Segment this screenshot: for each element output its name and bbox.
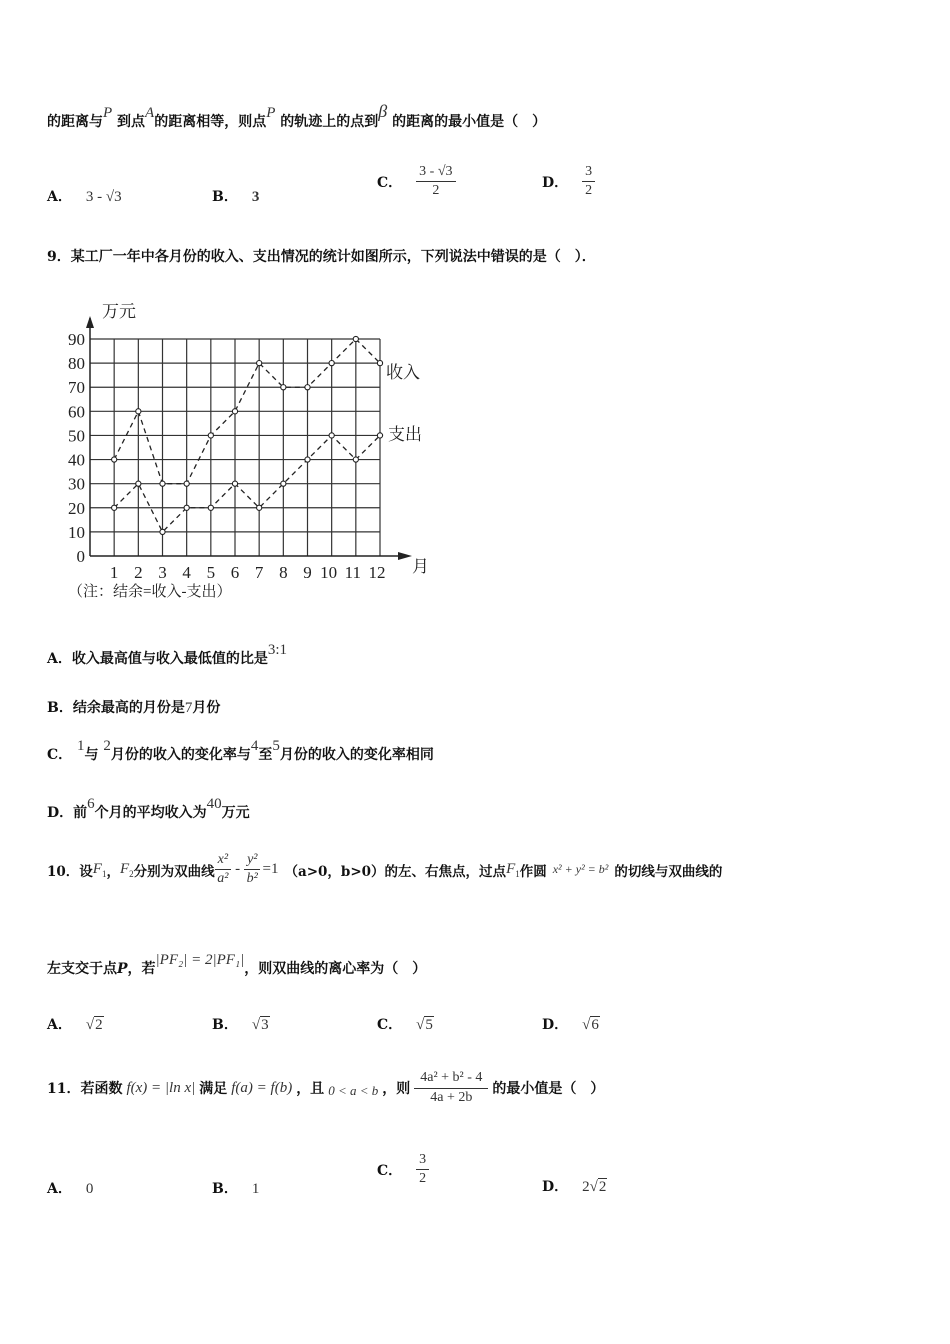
option-math: 4 <box>250 738 259 754</box>
q10-text: 作圆 <box>519 863 547 880</box>
q10-option-b[interactable] <box>212 1014 270 1034</box>
data-point <box>305 385 310 390</box>
fraction <box>244 852 260 887</box>
radicand: 6 <box>591 1017 599 1033</box>
x-tick-label: 8 <box>279 563 288 582</box>
q11-equation: f(a) = f(b) <box>231 1079 293 1096</box>
option-label: D． <box>47 805 74 821</box>
option-label: B． <box>47 700 73 716</box>
radicand: 2 <box>95 1017 103 1033</box>
option-label: C． <box>47 747 73 763</box>
q10-text: 10．设 <box>47 863 93 880</box>
data-point <box>353 457 358 462</box>
sqrt: √5 <box>416 1017 433 1033</box>
y-tick-label: 30 <box>68 474 85 494</box>
fraction <box>416 1152 429 1187</box>
subscript: 1 <box>101 868 107 879</box>
chart-note: （注：结余=收入-支出） <box>68 584 232 600</box>
data-point <box>112 505 117 510</box>
q8-var-p: P <box>103 105 113 121</box>
option-text: 收入最高值与收入最低值的比是 <box>71 651 268 667</box>
q11-text: 满足 <box>199 1081 228 1097</box>
y-tick-label: 70 <box>68 378 85 398</box>
numerator: 3 - √3 <box>416 164 455 182</box>
x-tick-label: 11 <box>344 563 362 582</box>
data-point <box>305 457 310 462</box>
option-label: B． <box>212 189 238 205</box>
data-point <box>232 481 237 486</box>
option-math: 3:1 <box>267 642 288 658</box>
y-tick-label: 60 <box>68 402 85 422</box>
data-point <box>208 433 213 438</box>
numerator: y² <box>244 852 260 870</box>
denominator: 2 <box>585 183 593 198</box>
numerator: 3 <box>582 164 595 182</box>
q10-f1: F <box>506 861 516 877</box>
q9-stem: 9．某工厂一年中各月份的收入、支出情况的统计如图所示，下列说法中错误的是（ ）． <box>47 249 596 265</box>
denominator: 2 <box>432 183 440 198</box>
option-label: D． <box>542 1179 569 1195</box>
sqrt: √2 <box>589 1179 607 1195</box>
q9-option-c[interactable] <box>47 738 434 764</box>
option-math: 2 <box>103 738 111 754</box>
q8-var-p: P <box>266 105 276 121</box>
q8-option-c[interactable] <box>377 164 456 199</box>
q10-option-d[interactable] <box>542 1014 600 1034</box>
numerator: 4a² + b² - 4 <box>414 1070 488 1089</box>
x-tick-label: 3 <box>158 563 167 582</box>
data-point <box>257 361 262 366</box>
option-label: C． <box>377 1162 403 1179</box>
denominator: b² <box>246 871 258 886</box>
data-point <box>160 529 165 534</box>
x-tick-label: 7 <box>254 563 264 582</box>
q9-option-b[interactable] <box>47 697 220 717</box>
q8-var-beta: β <box>378 101 388 121</box>
series-label-expense: 支出 <box>388 425 422 444</box>
y-tick-label: 40 <box>68 450 85 470</box>
q8-stem-text: 的距离的最小值是（ ） <box>392 114 547 130</box>
minus-sign: - <box>235 861 241 877</box>
fraction <box>215 852 231 887</box>
x-tick-label: 1 <box>109 563 119 582</box>
y-axis-label: 万元 <box>102 302 136 321</box>
y-tick-label: 10 <box>68 522 85 542</box>
x-tick-label: 5 <box>206 563 216 582</box>
y-axis-arrow <box>86 316 94 328</box>
y-tick-label: 50 <box>68 426 85 446</box>
fraction <box>582 164 595 199</box>
q11-text: 的最小值是（ ） <box>492 1081 605 1097</box>
data-point <box>329 361 334 366</box>
option-value: 1 <box>251 1181 260 1197</box>
data-point <box>112 457 117 462</box>
x-tick-label: 12 <box>368 563 386 582</box>
option-label: B． <box>212 1017 238 1033</box>
option-label: A． <box>47 189 72 205</box>
x-tick-label: 10 <box>320 563 338 582</box>
q10-point-p: P <box>117 961 128 977</box>
chart-grid <box>90 339 380 556</box>
data-point <box>136 409 141 414</box>
option-math: 40 <box>206 796 222 812</box>
subscript: 2 <box>129 868 134 879</box>
data-point <box>184 505 189 510</box>
q10-text: （a>0，b>0）的左、右焦点，过点 <box>284 863 507 880</box>
q10-f2: F <box>119 861 130 877</box>
q10-condition: |PF₂| = 2|PF₁| <box>155 952 245 968</box>
fraction <box>414 1070 488 1106</box>
option-text: 万元 <box>221 805 250 821</box>
q8-var-a: A <box>145 105 155 121</box>
x-axis-label: 月 <box>412 557 429 576</box>
q9-option-d[interactable] <box>47 796 250 822</box>
denominator: a² <box>217 871 229 886</box>
option-math: 7 <box>184 700 193 716</box>
data-point <box>377 361 382 366</box>
x-tick-label: 9 <box>303 563 312 582</box>
q10-text: 的切线与双曲线的 <box>614 863 723 880</box>
data-point <box>160 481 165 486</box>
q8-option-b[interactable] <box>212 186 259 206</box>
y-tick-label: 80 <box>68 354 85 374</box>
q8-option-d[interactable] <box>542 164 595 199</box>
q10-f1: F <box>92 861 102 877</box>
option-label: B． <box>212 1181 238 1197</box>
fraction <box>416 164 455 199</box>
option-label: A． <box>47 1181 72 1197</box>
option-text: 月份 <box>192 700 221 716</box>
data-point <box>208 505 213 510</box>
sqrt: √3 <box>251 1017 269 1033</box>
q11-inequality: 0 < a < b <box>328 1083 379 1098</box>
q11-stem <box>47 1070 604 1106</box>
option-text: 前 <box>73 805 88 821</box>
option-text: 与 <box>84 747 99 763</box>
circle-equation: x² + y² = b² <box>552 862 609 876</box>
sqrt: √6 <box>582 1017 599 1033</box>
option-label: C． <box>377 174 403 191</box>
option-text: 至 <box>258 747 273 763</box>
q10-text: ，若 <box>127 961 156 977</box>
q8-stem <box>47 101 547 131</box>
income-expense-chart <box>60 290 460 610</box>
x-tick-label: 4 <box>182 563 191 582</box>
data-point <box>353 336 358 341</box>
x-tick-label: 2 <box>134 563 143 582</box>
numerator: 3 <box>416 1152 429 1170</box>
y-tick-label: 90 <box>68 330 85 349</box>
radicand: 5 <box>425 1017 433 1033</box>
option-math: 5 <box>272 738 280 754</box>
option-text: 月份的收入的变化率相同 <box>279 747 434 763</box>
option-label: C． <box>377 1017 403 1033</box>
option-math: 6 <box>87 796 95 812</box>
data-point <box>329 433 334 438</box>
sqrt: √2 <box>85 1017 103 1033</box>
equals: =1 <box>262 861 279 877</box>
q11-function: f(x) = |ln x| <box>126 1079 196 1096</box>
q10-stem-line2 <box>47 952 427 978</box>
option-text: 结余最高的月份是 <box>72 700 185 716</box>
data-point <box>257 505 262 510</box>
q11-option-d[interactable] <box>542 1176 607 1196</box>
option-math: 1 <box>77 738 85 754</box>
subscript: 1 <box>515 868 520 879</box>
x-axis-arrow <box>398 552 412 560</box>
denominator: 4a + 2b <box>430 1090 473 1105</box>
numerator: x² <box>215 852 231 870</box>
q10-text: 分别为双曲线 <box>133 863 215 880</box>
q10-text: ， <box>106 863 120 880</box>
coefficient: 2 <box>582 1179 590 1195</box>
option-value: 0 <box>85 1181 94 1197</box>
option-label: D． <box>542 1017 569 1033</box>
option-text: 月份的收入的变化率与 <box>110 747 251 763</box>
q8-stem-text: 到点 <box>117 114 146 130</box>
q10-text: 左支交于点 <box>47 961 117 977</box>
q11-option-a[interactable] <box>47 1178 93 1198</box>
q8-stem-text: 的轨迹上的点到 <box>280 114 379 130</box>
q10-stem-line1 <box>47 852 722 887</box>
q11-text: ，则 <box>382 1081 411 1097</box>
q11-text: 11．若函数 <box>47 1081 123 1097</box>
q9-option-a[interactable] <box>47 642 288 668</box>
option-label: A． <box>47 651 72 667</box>
data-point <box>281 481 286 486</box>
series-label-income: 收入 <box>386 363 420 382</box>
y-tick-label: 20 <box>68 498 85 518</box>
q8-stem-text: 的距离与 <box>47 114 103 130</box>
data-point <box>184 481 189 486</box>
q10-option-c[interactable] <box>377 1014 434 1034</box>
option-label: D． <box>542 174 569 191</box>
q11-option-c[interactable] <box>377 1152 429 1187</box>
data-point <box>281 385 286 390</box>
radicand: 2 <box>598 1179 607 1195</box>
q11-text: ，且 <box>296 1081 325 1097</box>
q11-option-b[interactable] <box>212 1178 259 1198</box>
data-point <box>136 481 141 486</box>
denominator: 2 <box>419 1171 427 1186</box>
y-tick-label: 0 <box>76 547 85 566</box>
option-label: A． <box>47 1017 72 1033</box>
x-tick-label: 6 <box>230 563 240 582</box>
option-value: 3 <box>251 189 260 205</box>
q8-option-a[interactable] <box>47 186 122 206</box>
radicand: 3 <box>261 1017 269 1033</box>
q10-option-a[interactable] <box>47 1014 104 1034</box>
data-point <box>232 409 237 414</box>
data-point <box>377 433 382 438</box>
q8-stem-text: 的距离相等，则点 <box>154 114 267 130</box>
option-text: 个月的平均收入为 <box>94 805 207 821</box>
q10-text: ，则双曲线的离心率为（ ） <box>244 961 427 977</box>
option-value: 3 - √3 <box>85 189 122 205</box>
